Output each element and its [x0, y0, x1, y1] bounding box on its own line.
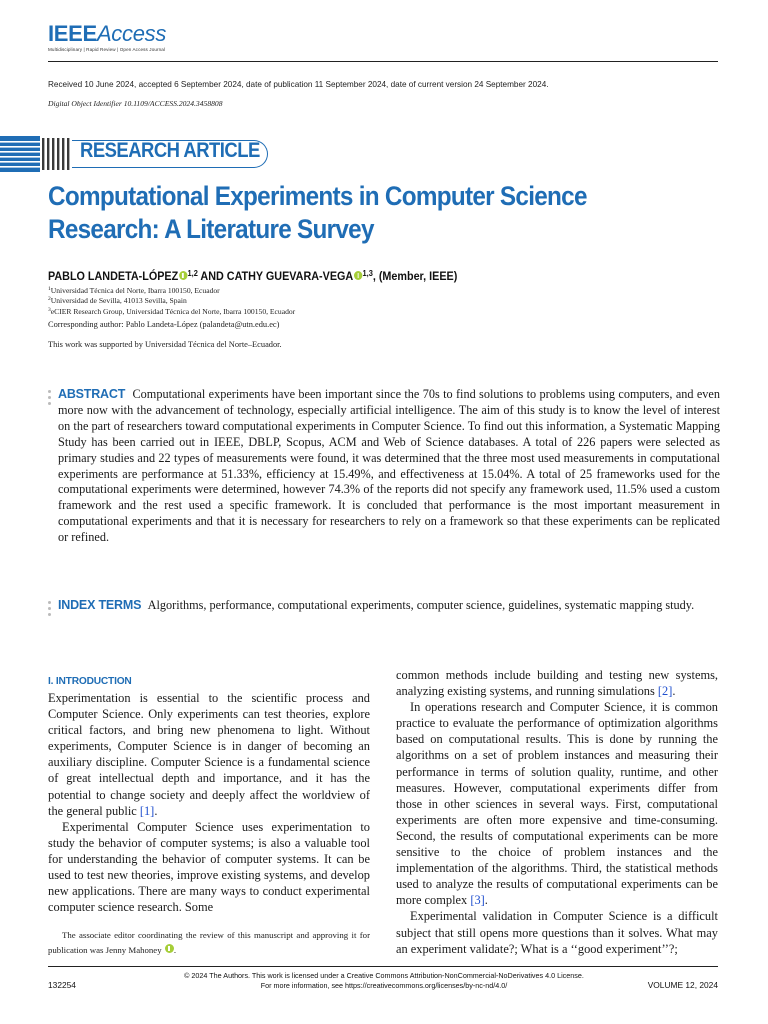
- citation-link[interactable]: [3]: [470, 893, 485, 908]
- article-type-banner: [0, 136, 270, 172]
- corresponding-author: Corresponding author: Pablo Landeta-López (palandeta@utn.edu.ec): [48, 320, 280, 329]
- abstract-text: Computational experiments have been important since the 70s to find solutions to problems using computers, and even more now with the advancement of technology, especially artificial intelligence. The aim of this study is to know the level of interest on the part of researchers toward computational experiments in Computer Science. To find out this information, a Systematic Mapping Study has been carried out in IEEE, DBLP, Scopus, ACM and Web of Science databases. A total of 226 papers were selected as primary studies and 22 types of measurements were found, it was determined that the three most used measurements in computational experiments are performance at 51.33%, efficiency at 15.49%, and effectiveness at 15.04%. A total of 25 frameworks used for the computational experiments were determined, however 74.3% of the reports did not specify any framework used, 11.5% used a custom framework and the rest used a specific framework. It is concluded that performance is the most important measurement in computational experiments and that it is necessary for researchers to rely on a framework so that these experiments can be replicated or refined.: [58, 387, 720, 545]
- banner-stripes: [0, 136, 72, 172]
- logo-ieee: IEEE: [48, 21, 97, 46]
- author-1-affil: 1,2: [187, 269, 198, 278]
- received-dates: Received 10 June 2024, accepted 6 September 2024, date of publication 11 September 2024, date of current version 24 September 2024.: [48, 80, 549, 89]
- orcid-icon[interactable]: [354, 271, 362, 280]
- index-terms-block: [48, 598, 720, 614]
- dots-icon: [48, 390, 52, 408]
- editor-footnote: The associate editor coordinating the review of this manuscript and approving it for publication was Jenny Mahoney .: [48, 930, 370, 955]
- right-column: [396, 667, 718, 957]
- page-number: 132254: [48, 980, 76, 990]
- right-paragraph-1: common methods include building and testing new systems, analyzing existing systems, and running simulations [2].: [396, 668, 718, 699]
- doi: Digital Object Identifier 10.1109/ACCESS.2024.3458808: [48, 99, 223, 108]
- citation-link[interactable]: [2]: [657, 684, 673, 699]
- index-terms-heading: INDEX TERMS: [58, 598, 142, 612]
- author-list: [48, 269, 457, 283]
- title-line-2: Research: A Literature Survey: [48, 214, 374, 244]
- license-note: © 2024 The Authors. This work is licensed under a Creative Commons Attribution-NonCommercial-NoDerivatives 4.0 License. For more information, see https://creativecommons.org/licenses/by-nc-nd/4.0/: [150, 971, 618, 991]
- orcid-icon[interactable]: [165, 944, 174, 953]
- affiliation: $^2$Universidad de Sevilla, 41013 Sevilla, Spain: [48, 296, 187, 305]
- right-paragraph-3: Experimental validation in Computer Science is a difficult subject that still opens more questions than it solves. What may an experiment validate?; What is a ‘‘good experiment’’?;: [396, 909, 718, 956]
- funding-note: This work was supported by Universidad Técnica del Norte–Ecuador.: [48, 340, 282, 349]
- dots-icon: [48, 601, 52, 619]
- section-heading-introduction: I. INTRODUCTION: [48, 676, 132, 687]
- intro-paragraph-1: Experimentation is essential to the scientific process and Computer Science. Only experiments can test theories, explore critical factors, and bring new phenomena to light. Without experiments, Computer Science is in danger of becoming an auxiliary discipline. Computer Science is a fundamental science of great intellectual depth and importance, and it has the potential to change society and deeply affect the worldview of the general public [1].: [48, 691, 370, 818]
- title-line-1: Computational Experiments in Computer Science: [48, 181, 587, 211]
- author-2-name: AND CATHY GUEVARA-VEGA: [197, 270, 354, 283]
- abstract-block: [48, 387, 720, 546]
- affiliation: $^1$Universidad Técnica del Norte, Ibarra 100150, Ecuador: [48, 286, 220, 295]
- left-column: [48, 675, 370, 915]
- license-link[interactable]: For more information, see https://creativecommons.org/licenses/by-nc-nd/4.0/: [260, 981, 508, 990]
- author-2-affil: 1,3: [362, 269, 373, 278]
- author-suffix: , (Member, IEEE): [372, 270, 458, 283]
- orcid-icon[interactable]: [179, 271, 187, 280]
- logo-access: Access: [96, 21, 167, 46]
- logo-tagline: Multidisciplinary | Rapid Review | Open Access Journal: [48, 47, 166, 52]
- article-type-label: RESEARCH ARTICLE: [80, 139, 260, 162]
- author-1-name: PABLO LANDETA-LÓPEZ: [48, 270, 179, 283]
- header-rule: [48, 61, 718, 62]
- right-paragraph-2: In operations research and Computer Science, it is common practice to evaluate the performance of optimization algorithms based on computational results. This is done by running the algorithms on a set of problem instances and measuring their performance in terms of solution quality, runtime, and other measures. However, computational experiments differ from those in other sciences in several ways. First, computational experiments are often more expensive and time-consuming. Second, the results of computational experiments can be more sensitive to the choice of problem instances and the implementation of the algorithms. Third, the statistical methods used to analyze the results of computational experiments can be more complex [3].: [396, 700, 718, 908]
- ieee-access-logo: [48, 22, 166, 52]
- abstract-heading: ABSTRACT: [58, 387, 126, 401]
- affiliation: $^3$eCIER Research Group, Universidad Técnica del Norte, Ibarra 100150, Ecuador: [48, 307, 296, 316]
- paper-title: [48, 180, 698, 246]
- intro-paragraph-2: Experimental Computer Science uses experimentation to study the behavior of computer systems; is also a valuable tool for understanding the behavior of computer systems. It can be used to test new theories, improve existing systems, and develop new applications. There are many ways to conduct experimental computer science research. Some: [48, 819, 370, 915]
- footer-rule: [48, 966, 718, 967]
- citation-link[interactable]: [1]: [139, 803, 155, 818]
- index-terms-text: Algorithms, performance, computational experiments, computer science, guidelines, systematic mapping study.: [147, 598, 695, 612]
- volume-label: VOLUME 12, 2024: [647, 980, 718, 990]
